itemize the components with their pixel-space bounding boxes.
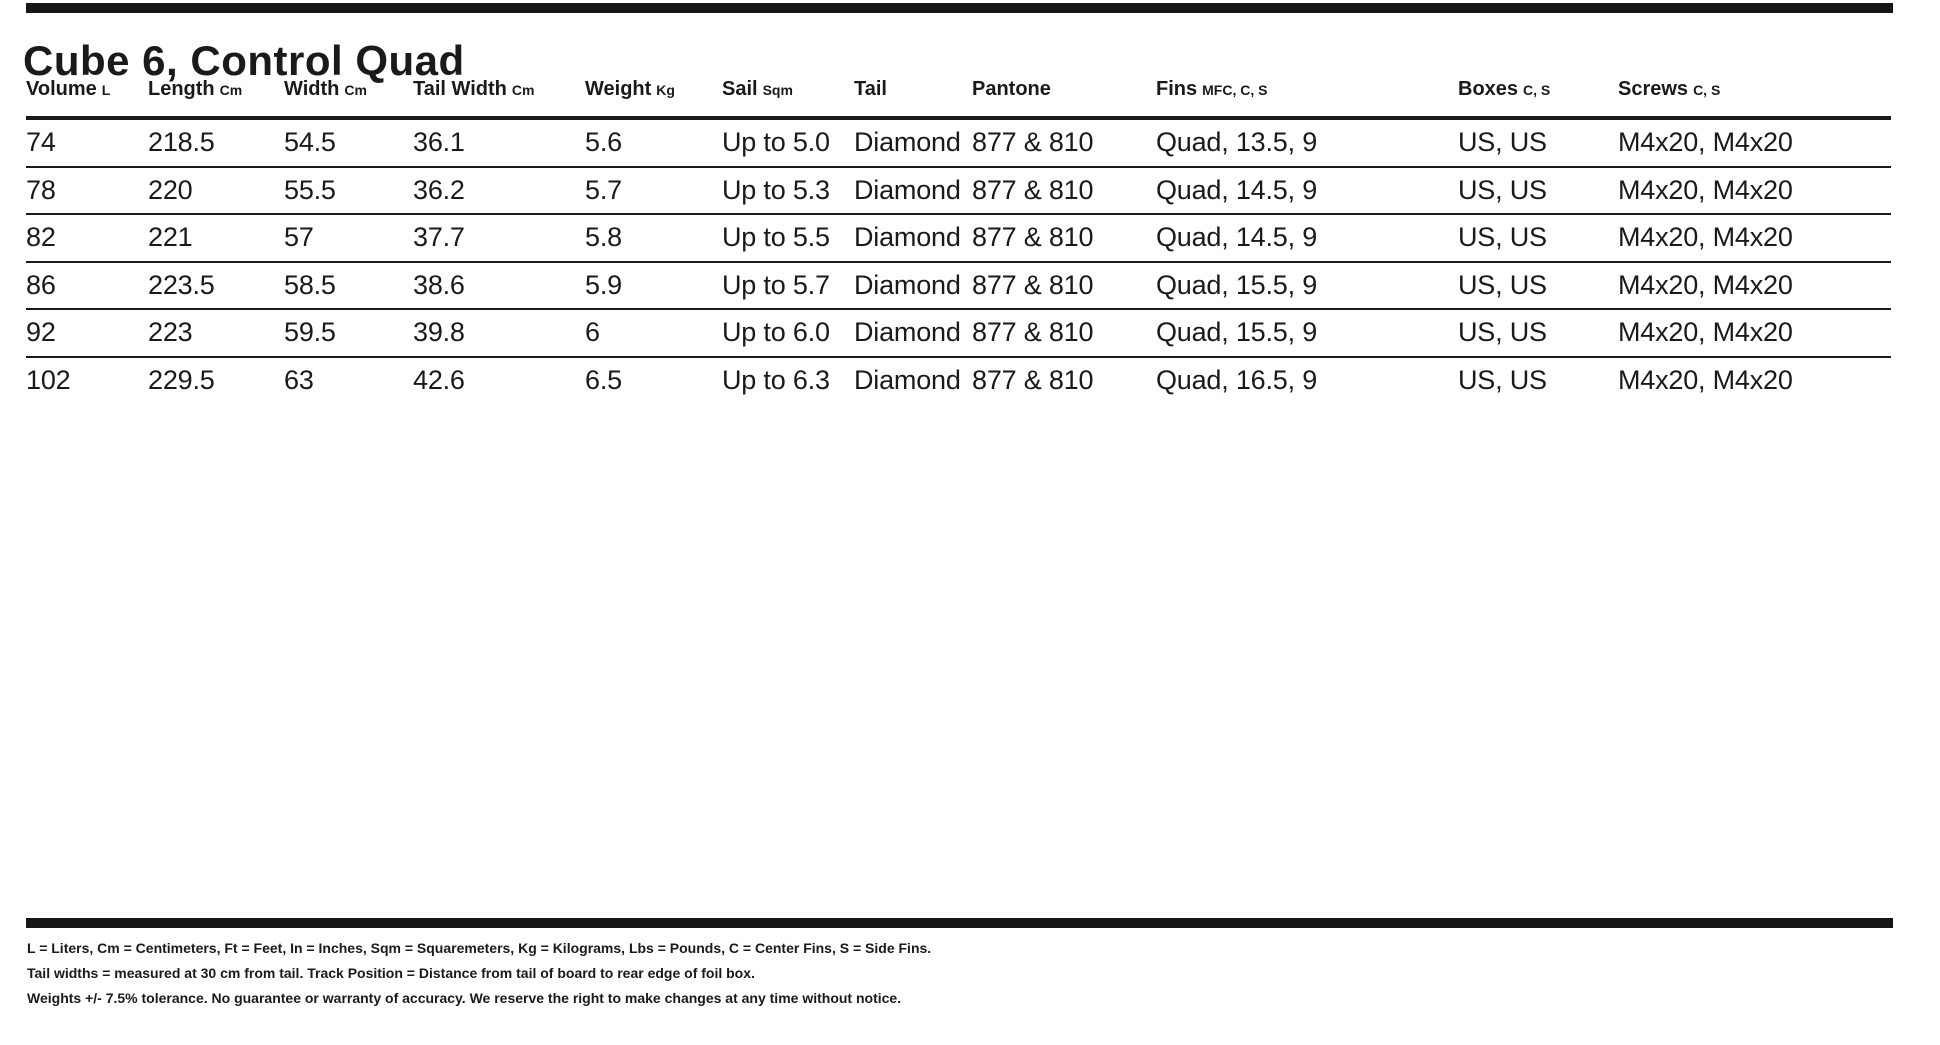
cell-width: 55.5 xyxy=(284,174,336,205)
column-unit: MFC, C, S xyxy=(1202,82,1268,98)
cell-pantone: 877 & 810 xyxy=(972,174,1094,205)
table-row xyxy=(26,167,1891,215)
cell-boxes: US, US xyxy=(1458,269,1547,300)
cell-screws: M4x20, M4x20 xyxy=(1618,364,1793,395)
table-row xyxy=(26,118,1891,167)
cell-width: 58.5 xyxy=(284,269,336,300)
cell-weight: 6.5 xyxy=(585,364,622,395)
column-header-length xyxy=(148,76,284,118)
column-label: Length xyxy=(148,78,215,100)
cell-tail: Diamond xyxy=(854,127,961,158)
cell-pantone: 877 & 810 xyxy=(972,364,1094,395)
cell-length: 218.5 xyxy=(148,127,215,158)
cell-weight: 5.8 xyxy=(585,222,622,253)
cell-boxes: US, US xyxy=(1458,127,1547,158)
column-header-sail xyxy=(722,76,854,118)
column-unit: Cm xyxy=(344,82,367,98)
column-header-pantone xyxy=(972,76,1156,118)
column-header-weight xyxy=(585,76,722,118)
cell-width: 63 xyxy=(284,364,314,395)
column-header-volume xyxy=(26,76,148,118)
cell-boxes: US, US xyxy=(1458,317,1547,348)
cell-length: 220 xyxy=(148,174,193,205)
column-header-width xyxy=(284,76,413,118)
cell-sail: Up to 5.0 xyxy=(722,127,830,158)
column-label: Fins xyxy=(1156,78,1198,100)
column-unit: C, S xyxy=(1693,82,1721,98)
column-header-tail-width xyxy=(413,76,585,118)
column-header-tail xyxy=(854,76,972,118)
cell-volume: 74 xyxy=(26,127,56,158)
column-label: Sail xyxy=(722,78,758,100)
cell-tail-width: 39.8 xyxy=(413,317,465,348)
cell-weight: 5.7 xyxy=(585,174,622,205)
column-unit: Cm xyxy=(511,82,535,98)
cell-tail-width: 36.1 xyxy=(413,127,465,158)
cell-tail: Diamond xyxy=(854,364,961,395)
cell-width: 54.5 xyxy=(284,127,336,158)
cell-width: 57 xyxy=(284,222,314,253)
cell-pantone: 877 & 810 xyxy=(972,269,1094,300)
footnotes xyxy=(27,936,931,1011)
cell-tail-width: 38.6 xyxy=(413,269,465,300)
cell-tail-width: 37.7 xyxy=(413,222,465,253)
cell-length: 221 xyxy=(148,222,193,253)
cell-screws: M4x20, M4x20 xyxy=(1618,269,1793,300)
table-row xyxy=(26,214,1891,262)
cell-fins: Quad, 16.5, 9 xyxy=(1156,364,1318,395)
cell-volume: 78 xyxy=(26,174,56,205)
cell-sail: Up to 6.0 xyxy=(722,317,830,348)
column-label: Boxes xyxy=(1458,78,1519,100)
cell-screws: M4x20, M4x20 xyxy=(1618,127,1793,158)
column-unit: Kg xyxy=(656,82,675,98)
cell-volume: 102 xyxy=(26,364,71,395)
cell-pantone: 877 & 810 xyxy=(972,317,1094,348)
column-unit: C, S xyxy=(1523,82,1551,98)
cell-fins: Quad, 14.5, 9 xyxy=(1156,222,1318,253)
cell-sail: Up to 5.5 xyxy=(722,222,830,253)
column-header-screws xyxy=(1618,76,1891,118)
column-label: Volume xyxy=(26,78,97,100)
page-title: Cube 6, Control Quad xyxy=(23,37,465,85)
table-row xyxy=(26,262,1891,310)
cell-fins: Quad, 15.5, 9 xyxy=(1156,317,1318,348)
column-label: Screws xyxy=(1618,78,1689,100)
column-unit: Sqm xyxy=(762,82,793,98)
column-header-fins xyxy=(1156,76,1458,118)
cell-weight: 6 xyxy=(585,317,600,348)
top-rule-bar xyxy=(26,3,1893,13)
footnote-line: Tail widths = measured at 30 cm from tail. Track Position = Distance from tail of board to rear edge of foil box. xyxy=(27,965,755,981)
footer-rule-bar xyxy=(26,918,1893,928)
cell-tail-width: 36.2 xyxy=(413,174,465,205)
column-header-boxes xyxy=(1458,76,1618,118)
cell-tail-width: 42.6 xyxy=(413,364,465,395)
column-label: Width xyxy=(284,78,340,100)
cell-length: 223.5 xyxy=(148,269,215,300)
cell-screws: M4x20, M4x20 xyxy=(1618,174,1793,205)
cell-sail: Up to 6.3 xyxy=(722,364,830,395)
table-row xyxy=(26,309,1891,357)
cell-tail: Diamond xyxy=(854,269,961,300)
footnote-line: Weights +/- 7.5% tolerance. No guarantee or warranty of accuracy. We reserve the right to make changes at any time without notice. xyxy=(27,990,902,1006)
footnote-line: L = Liters, Cm = Centimeters, Ft = Feet, In = Inches, Sqm = Squaremeters, Kg = Kilograms, Lbs = Pounds, C = Center Fins, S = Side Fins. xyxy=(27,940,932,956)
cell-weight: 5.9 xyxy=(585,269,622,300)
cell-pantone: 877 & 810 xyxy=(972,222,1094,253)
cell-length: 223 xyxy=(148,317,193,348)
cell-length: 229.5 xyxy=(148,364,215,395)
cell-boxes: US, US xyxy=(1458,222,1547,253)
column-unit: L xyxy=(101,82,111,98)
table-header-row xyxy=(26,76,1891,118)
cell-volume: 82 xyxy=(26,222,56,253)
column-unit: Cm xyxy=(219,82,243,98)
cell-tail: Diamond xyxy=(854,317,961,348)
cell-fins: Quad, 13.5, 9 xyxy=(1156,127,1318,158)
cell-tail: Diamond xyxy=(854,222,961,253)
cell-volume: 86 xyxy=(26,269,56,300)
column-label: Tail Width xyxy=(413,78,507,100)
cell-weight: 5.6 xyxy=(585,127,622,158)
column-label: Tail xyxy=(854,78,887,100)
spec-table xyxy=(26,76,1891,403)
cell-width: 59.5 xyxy=(284,317,336,348)
cell-pantone: 877 & 810 xyxy=(972,127,1094,158)
cell-screws: M4x20, M4x20 xyxy=(1618,222,1793,253)
cell-tail: Diamond xyxy=(854,174,961,205)
cell-fins: Quad, 15.5, 9 xyxy=(1156,269,1318,300)
column-label: Pantone xyxy=(972,78,1051,100)
cell-sail: Up to 5.7 xyxy=(722,269,830,300)
cell-screws: M4x20, M4x20 xyxy=(1618,317,1793,348)
table-row xyxy=(26,357,1891,404)
cell-sail: Up to 5.3 xyxy=(722,174,830,205)
cell-volume: 92 xyxy=(26,317,56,348)
cell-boxes: US, US xyxy=(1458,364,1547,395)
cell-boxes: US, US xyxy=(1458,174,1547,205)
cell-fins: Quad, 14.5, 9 xyxy=(1156,174,1318,205)
column-label: Weight xyxy=(585,78,652,100)
